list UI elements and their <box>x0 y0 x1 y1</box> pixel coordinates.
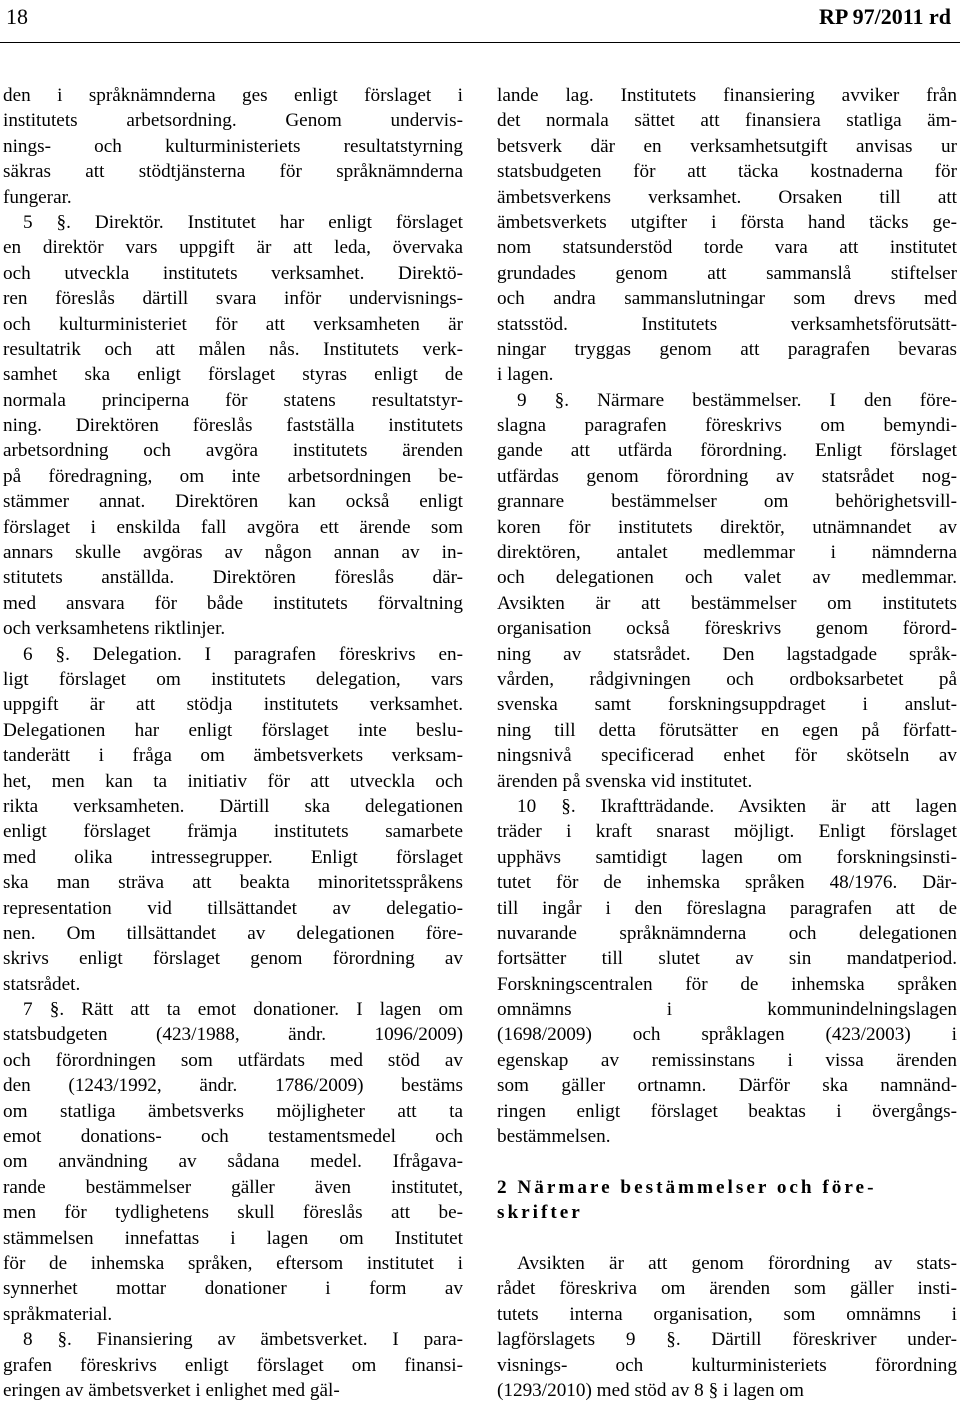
text-line: men för tydlighetens skull föreslås att be- <box>3 1202 463 1224</box>
text-line: vården, rådgivningen och ordboksarbetet på <box>497 668 957 690</box>
text-line: annars skulle avgöras av någon annan av in- <box>3 542 463 564</box>
text-line: direktören, antalet medlemmar i nämnderna <box>497 542 957 564</box>
text-line: i lagen. <box>497 364 554 386</box>
text-line: Avsikten är att bestämmelser om institutets <box>497 592 957 614</box>
text-line: visnings- och kulturministeriets förordning <box>497 1354 957 1376</box>
text-line: enligt förslaget främja institutets samarbete <box>3 821 463 843</box>
section-heading-line-1: 2 Närmare bestämmelser och före- <box>497 1176 877 1198</box>
text-line: rikta verksamheten. Därtill ska delegationen <box>3 795 463 817</box>
text-line: 5 §. Direktör. Institutet har enligt förslaget <box>23 211 463 233</box>
page-number: 18 <box>6 4 28 29</box>
text-line: som gäller ortnamn. Därför ska namnänd- <box>497 1075 957 1097</box>
text-line: Avsikten är att genom förordning av stats- <box>517 1252 957 1274</box>
text-line: grannare bestämmelser om behörighetsvill- <box>497 491 957 513</box>
text-line: het, men kan ta initiativ för att utveckla och <box>3 770 463 792</box>
text-line: upphävs samtidigt lagen om forskningsinsti- <box>497 846 957 868</box>
text-line: Delegationen har enligt förslaget inte beslu- <box>3 719 463 741</box>
text-line: och utveckla institutets verksamhet. Direktö- <box>3 262 463 284</box>
text-line: 9 §. Närmare bestämmelser. I den före- <box>517 389 957 411</box>
text-line: emot donations- och testamentsmedel och <box>3 1126 463 1148</box>
text-line: stämmer annat. Direktören kan också enligt <box>3 491 463 513</box>
text-line: tutet för de inhemska språken 48/1976. Där- <box>497 872 957 894</box>
text-line: ämbetsverkets utgifter i första hand täcks ge- <box>497 211 957 233</box>
text-line: uppgift är att stödja institutets verksamhet. <box>3 694 463 716</box>
text-line: ning till detta förutsätter en egen på författ- <box>497 719 957 741</box>
text-line: och förordningen som utfärdats med stöd av <box>3 1049 463 1071</box>
text-line: en direktör vars uppgift är att leda, övervaka <box>3 237 463 259</box>
spacer <box>497 1226 957 1251</box>
text-line: och verksamhetens riktlinjer. <box>3 618 226 640</box>
text-line: rande bestämmelser gäller även institutet, <box>3 1176 463 1198</box>
text-line: betsverk där en verksamhetsutgift anvisas ur <box>497 135 957 157</box>
text-line: språkmaterial. <box>3 1303 113 1325</box>
text-line: fortsätter till slutet av sin mandatperiod. <box>497 948 957 970</box>
text-line: det normala sättet att finansiera statliga äm- <box>497 110 957 132</box>
text-line: normala principerna för statens resultatstyr- <box>3 389 463 411</box>
text-line: säkras att stödtjänsterna för språknämnderna <box>3 161 463 183</box>
text-line: slagna paragrafen föreskrivs om bemyndi- <box>497 415 957 437</box>
text-line: koren för institutets direktör, utnämnandet av <box>497 516 957 538</box>
text-line: fungerar. <box>3 186 72 208</box>
text-line: stitutets anställda. Direktören föreslås där- <box>3 567 463 589</box>
text-line: (1293/2010) med stöd av 8 § i lagen om <box>497 1379 804 1401</box>
page-header <box>6 2 951 36</box>
text-line: gande att utfärda förordning. Enligt förslaget <box>497 440 957 462</box>
left-column <box>3 83 463 1403</box>
text-line: träder i kraft snarast möjligt. Enligt förslaget <box>497 821 957 843</box>
text-line: Forskningscentralen för de inhemska språken <box>497 973 957 995</box>
text-line: stämmelsen innefattas i lagen om Institutet <box>3 1227 463 1249</box>
text-line: om användning av sådana medel. Ifrågava- <box>3 1151 463 1173</box>
text-line: synnerhet mottar donationer i form av <box>3 1278 463 1300</box>
text-line: arbetsordning och avgöra institutets ärenden <box>3 440 463 462</box>
text-line: ningsnivå specificerad enhet för skötseln av <box>497 745 957 767</box>
text-line: 8 §. Finansiering av ämbetsverket. I para- <box>23 1329 463 1351</box>
text-line: om statliga ämbetsverks möjligheter att ta <box>3 1100 463 1122</box>
text-line: ligt förslaget om institutets delegation, vars <box>3 668 463 690</box>
text-line: ringen enligt förslaget beaktas i övergångs- <box>497 1100 957 1122</box>
text-line: representation vid tillsättandet av delegatio- <box>3 897 463 919</box>
text-line: utfärdas genom förordning av statsrådet nog- <box>497 465 957 487</box>
text-line: egenskap av remissinstans i vissa ärenden <box>497 1049 957 1071</box>
text-line: nuvarande språknämnderna och delegationen <box>497 922 957 944</box>
text-line: för de inhemska språken, eftersom institutet i <box>3 1252 463 1274</box>
text-line: nom statsunderstöd torde vara att institutet <box>497 237 957 259</box>
text-line: samhet ska enligt förslaget styras enligt de <box>3 364 463 386</box>
text-line: lagförslagets 9 §. Därtill föreskriver under- <box>497 1329 957 1351</box>
text-line: ningar tryggas genom att paragrafen bevaras <box>497 338 957 360</box>
text-line: 7 §. Rätt att ta emot donationer. I lagen om <box>23 999 463 1021</box>
text-line: den (1243/1992, ändr. 1786/2009) bestäms <box>3 1075 463 1097</box>
text-line: nings- och kulturministeriets resultatstyrning <box>3 135 463 157</box>
text-line: grafen föreskrivs enligt förslaget om finansi- <box>3 1354 463 1376</box>
text-line: ning av statsrådet. Den lagstadgade språk- <box>497 643 957 665</box>
text-line: svenska samt forskningsuppdraget i anslut- <box>497 694 957 716</box>
text-line: eringen av ämbetsverket i enlighet med gäl- <box>3 1379 340 1401</box>
text-line: resultatrik och att målen nås. Institutets verk- <box>3 338 463 360</box>
text-line: rådet föreskriva om ärenden som gäller insti- <box>497 1278 957 1300</box>
text-line: 10 §. Ikraftträdande. Avsikten är att lagen <box>517 795 957 817</box>
text-line: ska man sträva att beakta minoritetsspråkens <box>3 872 463 894</box>
spacer <box>497 1149 957 1174</box>
section-heading-line-2: skrifter <box>497 1202 583 1224</box>
text-line: ning. Direktören föreslås fastställa institutets <box>3 415 463 437</box>
header-rule <box>0 42 960 43</box>
text-line: ämbetsverkens verksamhet. Orsaken till att <box>497 186 957 208</box>
text-line: organisation också föreskrivs genom förord- <box>497 618 957 640</box>
text-line: på föredragning, om inte arbetsordningen be- <box>3 465 463 487</box>
text-line: omnämns i kommunindelningslagen <box>497 999 957 1021</box>
text-line: grundades genom att sammanslå stiftelser <box>497 262 957 284</box>
text-line: till ingår i den föreslagna paragrafen att de <box>497 897 957 919</box>
text-line: statsrådet. <box>3 973 81 995</box>
text-line: ren föreslås därtill svara inför undervisnings- <box>3 288 463 310</box>
text-line: skrivs enligt förslaget genom förordning av <box>3 948 463 970</box>
text-line: och delegationen och valet av medlemmar. <box>497 567 957 589</box>
text-line: tutets interna organisation, som omnämns i <box>497 1303 957 1325</box>
text-line: och kulturministeriet för att verksamheten är <box>3 313 463 335</box>
text-line: förslaget i enskilda fall avgöra ett ärende som <box>3 516 463 538</box>
text-line: och andra sammanslutningar som drevs med <box>497 288 957 310</box>
text-line: 6 §. Delegation. I paragrafen föreskrivs en- <box>23 643 463 665</box>
text-line: tanderätt i fråga om ämbetsverkets verksam- <box>3 745 463 767</box>
text-line: med ansvara för både institutets förvaltning <box>3 592 463 614</box>
right-column <box>497 83 957 1403</box>
text-line: den i språknämnderna ges enligt förslaget i <box>3 85 463 106</box>
text-line: bestämmelsen. <box>497 1126 611 1148</box>
text-line: nen. Om tillsättandet av delegationen före- <box>3 922 463 944</box>
document-id: RP 97/2011 rd <box>818 4 951 29</box>
text-line: statsbudgeten (423/1988, ändr. 1096/2009) <box>3 1024 463 1046</box>
text-line: med olika intressegrupper. Enligt förslaget <box>3 846 463 868</box>
text-line: statsstöd. Institutets verksamhetsförutsätt- <box>497 313 957 335</box>
text-line: ärenden på svenska vid institutet. <box>497 770 753 792</box>
text-line: (1698/2009) och språklagen (423/2003) i <box>497 1024 957 1046</box>
text-line: lande lag. Institutets finansiering avviker från <box>497 85 957 106</box>
text-line: statsbudgeten för att täcka kostnaderna för <box>497 161 957 183</box>
text-line: institutets arbetsordning. Genom undervis- <box>3 110 463 132</box>
